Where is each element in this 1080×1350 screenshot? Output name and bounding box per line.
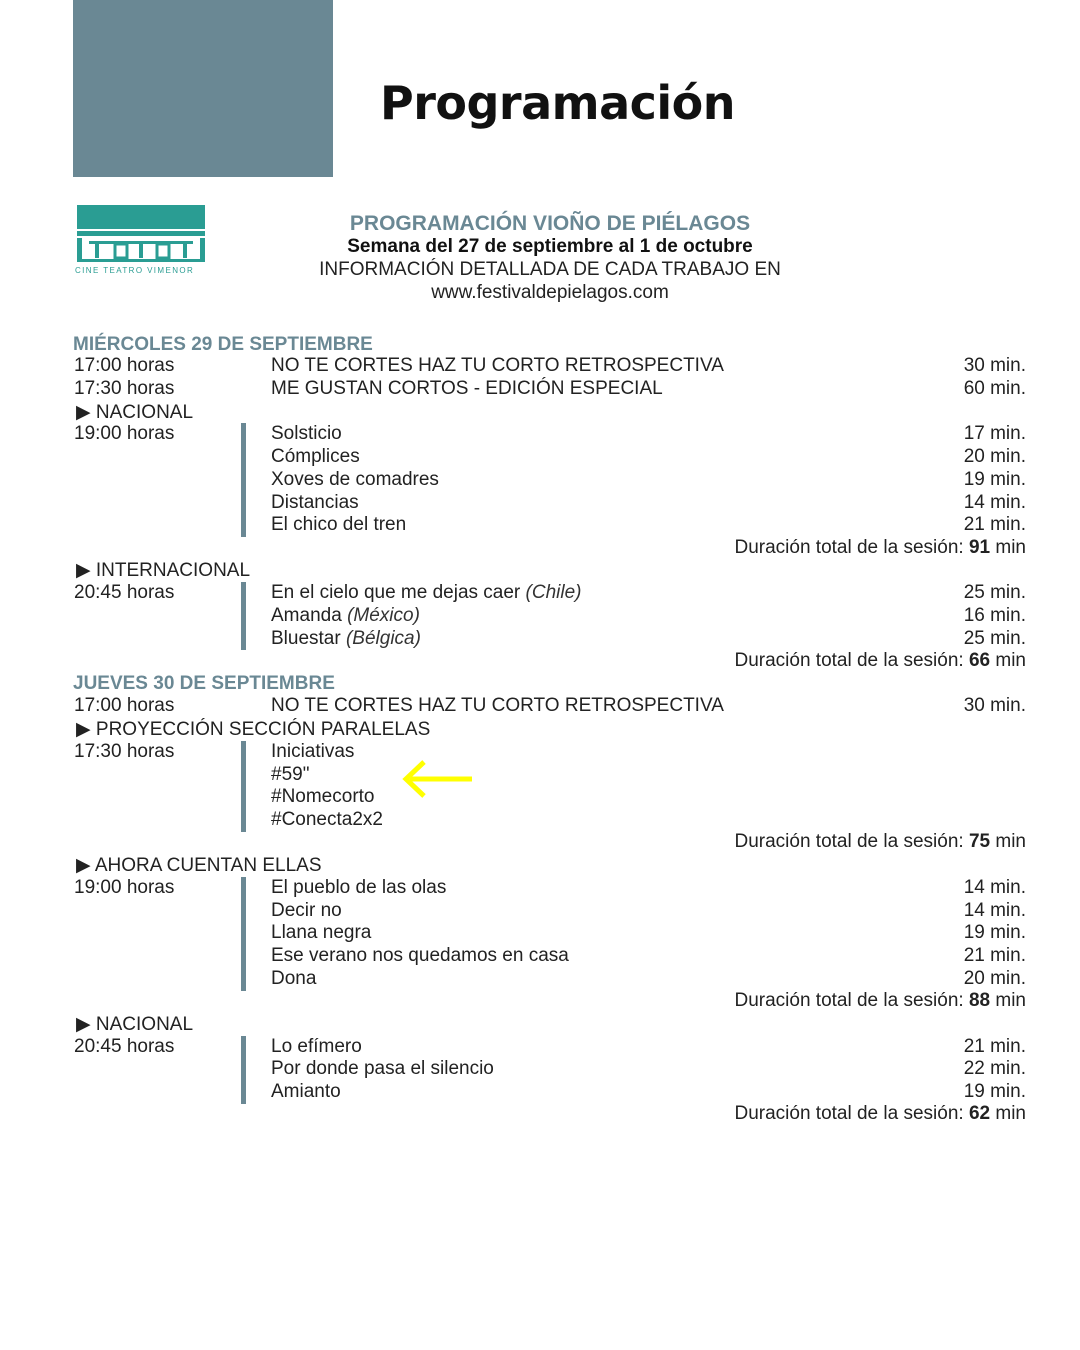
total-label: Duración total de la sesión: <box>734 1103 964 1124</box>
program-title: PROGRAMACIÓN VIOÑO DE PIÉLAGOS <box>349 212 751 235</box>
film-title: #Conecta2x2 <box>271 809 383 830</box>
total-value: 62 <box>968 1103 991 1124</box>
session-time: 17:00 horas <box>74 355 175 376</box>
film-title: Xoves de comadres <box>271 469 439 490</box>
total-unit: min <box>995 990 1026 1011</box>
page-title: Programación <box>380 76 736 130</box>
total-value: 88 <box>968 990 991 1011</box>
total-unit: min <box>995 537 1026 558</box>
total-value: 91 <box>968 537 991 558</box>
schedule-row <box>0 492 1080 515</box>
film-duration: 21 min. <box>963 1036 1026 1057</box>
film-title: Cómplices <box>271 446 360 467</box>
film-title: Solsticio <box>271 423 342 444</box>
film-country: (Bélgica) <box>345 628 421 649</box>
total-label: Duración total de la sesión: <box>734 831 964 852</box>
section-label: ▶ INTERNACIONAL <box>76 560 251 581</box>
section-label: ▶ AHORA CUENTAN ELLAS <box>76 855 322 876</box>
cinema-building-logo <box>75 203 207 265</box>
film-title: Lo efímero <box>271 1036 362 1057</box>
session-total <box>734 1103 1026 1125</box>
schedule-row <box>0 695 1080 718</box>
session-time: 19:00 horas <box>74 877 175 898</box>
film-duration: 25 min. <box>963 628 1026 649</box>
schedule-row <box>0 900 1080 923</box>
film-title: NO TE CORTES HAZ TU CORTO RETROSPECTIVA <box>271 695 724 716</box>
film-title: #59" <box>271 764 310 785</box>
film-title: Distancias <box>271 492 359 513</box>
program-header <box>250 212 850 304</box>
film-duration: 25 min. <box>963 582 1026 603</box>
session-time: 19:00 horas <box>74 423 175 444</box>
schedule-row <box>0 968 1080 991</box>
film-duration: 60 min. <box>963 378 1026 399</box>
total-label: Duración total de la sesión: <box>734 650 964 671</box>
schedule-row <box>0 423 1080 446</box>
schedule-row <box>0 945 1080 968</box>
cinema-logo <box>75 203 210 275</box>
schedule-row <box>0 1058 1080 1081</box>
schedule-row <box>0 582 1080 605</box>
film-name: Amanda <box>271 605 342 626</box>
film-duration: 14 min. <box>963 877 1026 898</box>
film-title: #Nomecorto <box>271 786 375 807</box>
film-title: ME GUSTAN CORTOS - EDICIÓN ESPECIAL <box>271 378 663 399</box>
total-value: 75 <box>968 831 991 852</box>
schedule-row <box>0 809 1080 832</box>
schedule-row <box>0 1036 1080 1059</box>
film-title <box>271 582 582 604</box>
program-week: Semana del 27 de septiembre al 1 de octubre <box>347 236 753 257</box>
film-duration: 20 min. <box>963 968 1026 989</box>
section-label: ▶ NACIONAL <box>76 1014 194 1035</box>
program-website-link[interactable]: www.festivaldepielagos.com <box>431 282 669 303</box>
film-duration: 19 min. <box>963 1081 1026 1102</box>
film-title: Iniciativas <box>271 741 355 762</box>
film-duration: 30 min. <box>963 695 1026 716</box>
session-total <box>734 650 1026 672</box>
film-duration: 20 min. <box>963 446 1026 467</box>
session-total <box>734 990 1026 1012</box>
film-country: (Chile) <box>525 582 582 603</box>
schedule-row <box>0 355 1080 378</box>
film-title <box>271 628 421 650</box>
total-unit: min <box>995 1103 1026 1124</box>
session-time: 17:30 horas <box>74 378 175 399</box>
film-title: Llana negra <box>271 922 372 943</box>
schedule-row <box>0 605 1080 628</box>
logo-caption: CINE TEATRO VIMENOR <box>75 266 195 275</box>
film-title: Ese verano nos quedamos en casa <box>271 945 569 966</box>
schedule-row <box>0 764 1080 787</box>
arrow-left-icon <box>400 758 474 800</box>
film-title: Amianto <box>271 1081 341 1102</box>
schedule-row <box>0 1081 1080 1104</box>
total-unit: min <box>995 831 1026 852</box>
day-heading: MIÉRCOLES 29 DE SEPTIEMBRE <box>73 334 373 355</box>
film-title: Por donde pasa el silencio <box>271 1058 494 1079</box>
schedule-row <box>0 446 1080 469</box>
day-heading: JUEVES 30 DE SEPTIEMBRE <box>73 673 335 694</box>
schedule-row <box>0 514 1080 537</box>
film-duration: 17 min. <box>963 423 1026 444</box>
schedule-row <box>0 628 1080 651</box>
film-title: El chico del tren <box>271 514 407 535</box>
total-value: 66 <box>968 650 991 671</box>
session-time: 20:45 horas <box>74 582 175 603</box>
schedule-row <box>0 469 1080 492</box>
film-title: Dona <box>271 968 317 989</box>
film-country: (México) <box>347 605 420 626</box>
schedule-row <box>0 922 1080 945</box>
film-name: En el cielo que me dejas caer <box>271 582 521 603</box>
film-title: NO TE CORTES HAZ TU CORTO RETROSPECTIVA <box>271 355 724 376</box>
film-duration: 21 min. <box>963 945 1026 966</box>
film-duration: 14 min. <box>963 492 1026 513</box>
film-duration: 14 min. <box>963 900 1026 921</box>
total-unit: min <box>995 650 1026 671</box>
session-total <box>734 537 1026 559</box>
session-total <box>734 831 1026 853</box>
film-duration: 19 min. <box>963 469 1026 490</box>
schedule-row <box>0 877 1080 900</box>
film-title <box>271 605 420 627</box>
film-title: El pueblo de las olas <box>271 877 447 898</box>
section-label: ▶ NACIONAL <box>76 402 194 423</box>
total-label: Duración total de la sesión: <box>734 537 964 558</box>
film-title: Decir no <box>271 900 342 921</box>
schedule-row <box>0 378 1080 401</box>
session-time: 17:30 horas <box>74 741 175 762</box>
film-duration: 30 min. <box>963 355 1026 376</box>
total-label: Duración total de la sesión: <box>734 990 964 1011</box>
film-duration: 19 min. <box>963 922 1026 943</box>
film-duration: 16 min. <box>963 605 1026 626</box>
schedule-row <box>0 741 1080 764</box>
film-duration: 21 min. <box>963 514 1026 535</box>
film-duration: 22 min. <box>963 1058 1026 1079</box>
section-label: ▶ PROYECCIÓN SECCIÓN PARALELAS <box>76 719 431 740</box>
session-time: 17:00 horas <box>74 695 175 716</box>
schedule-row <box>0 786 1080 809</box>
session-time: 20:45 horas <box>74 1036 175 1057</box>
header-color-block <box>73 0 333 177</box>
film-name: Bluestar <box>271 628 341 649</box>
program-info: INFORMACIÓN DETALLADA DE CADA TRABAJO EN <box>319 259 781 280</box>
